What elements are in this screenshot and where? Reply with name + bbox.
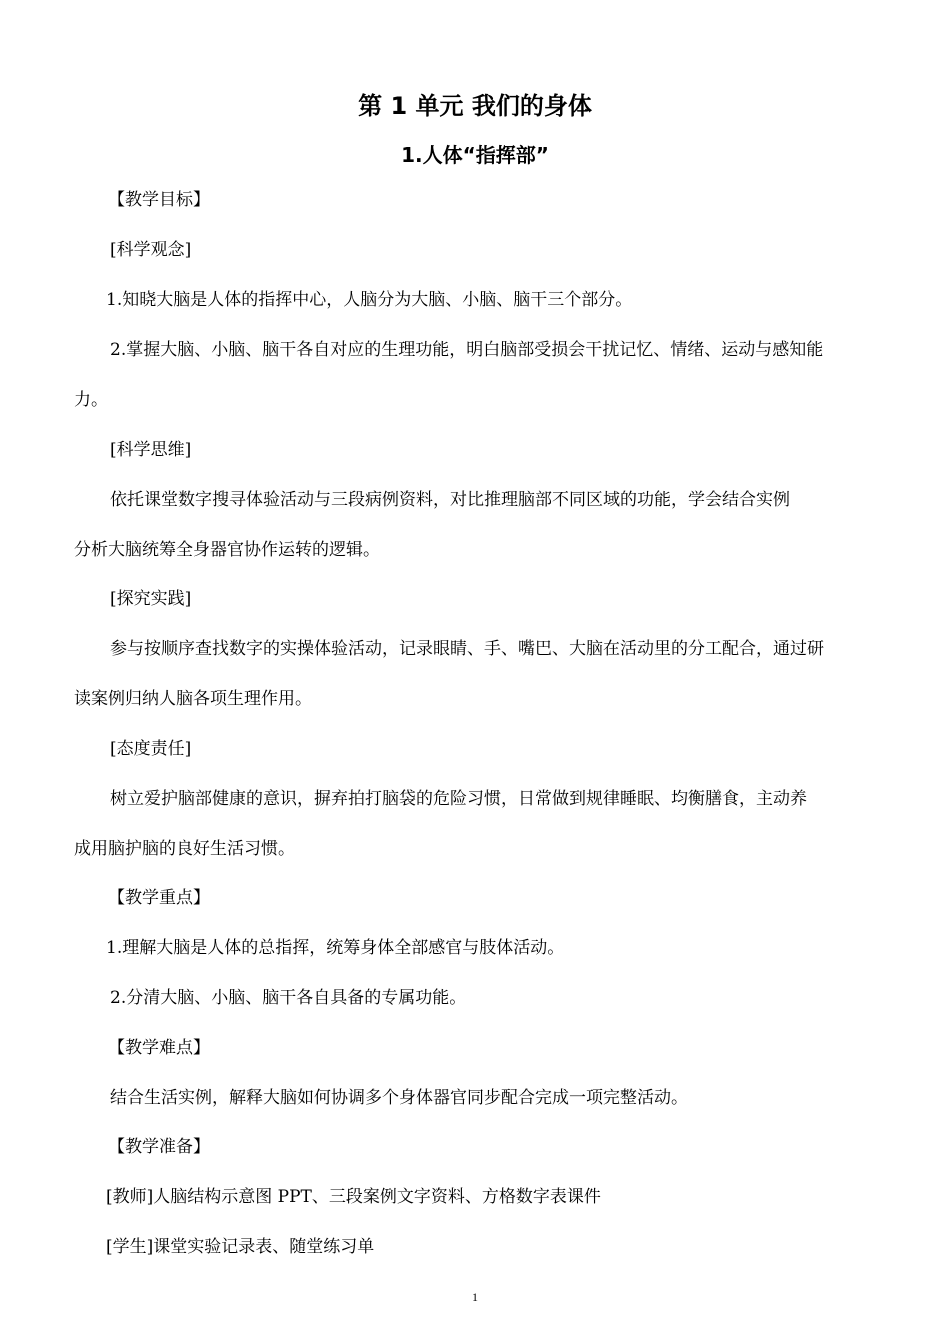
goals-heading: 【教学目标】 xyxy=(108,190,210,210)
practice-line-2: 读案例归纳人脑各项生理作用。 xyxy=(74,689,312,709)
key-heading: 【教学重点】 xyxy=(108,888,210,908)
thinking-heading: [科学思维] xyxy=(110,440,192,460)
attitude-line-2: 成用脑护脑的良好生活习惯。 xyxy=(74,839,295,859)
lesson-title: 1.人体“指挥部” xyxy=(401,143,549,167)
page-number: 1 xyxy=(472,1290,478,1304)
concept-item-2-line-1: 2.掌握大脑、小脑、脑干各自对应的生理功能，明白脑部受损会干扰记忆、情绪、运动与感知能 xyxy=(110,340,824,360)
prep-teacher: [教师]人脑结构示意图 PPT、三段案例文字资料、方格数字表课件 xyxy=(106,1187,601,1207)
thinking-line-2: 分析大脑统筹全身器官协作运转的逻辑。 xyxy=(74,540,380,560)
prep-heading: 【教学准备】 xyxy=(108,1137,210,1157)
concept-item-1: 1.知晓大脑是人体的指挥中心，人脑分为大脑、小脑、脑干三个部分。 xyxy=(106,290,633,310)
thinking-line-1: 依托课堂数字搜寻体验活动与三段病例资料，对比推理脑部不同区域的功能，学会结合实例 xyxy=(110,490,790,510)
practice-heading: [探究实践] xyxy=(110,589,192,609)
key-item-1: 1.理解大脑是人体的总指挥，统筹身体全部感官与肢体活动。 xyxy=(106,938,565,958)
concept-item-2-line-2: 力。 xyxy=(74,390,108,410)
concept-heading: [科学观念] xyxy=(110,240,192,260)
difficult-item-1: 结合生活实例，解释大脑如何协调多个身体器官同步配合完成一项完整活动。 xyxy=(110,1088,688,1108)
practice-line-1: 参与按顺序查找数字的实操体验活动，记录眼睛、手、嘴巴、大脑在活动里的分工配合，通过研 xyxy=(110,639,824,659)
unit-title: 第 1 单元 我们的身体 xyxy=(358,92,592,120)
attitude-line-1: 树立爱护脑部健康的意识，摒弃拍打脑袋的危险习惯，日常做到规律睡眠、均衡膳食，主动养 xyxy=(110,789,807,809)
prep-student: [学生]课堂实验记录表、随堂练习单 xyxy=(106,1237,375,1257)
key-item-2: 2.分清大脑、小脑、脑干各自具备的专属功能。 xyxy=(110,988,467,1008)
attitude-heading: [态度责任] xyxy=(110,739,192,759)
difficult-heading: 【教学难点】 xyxy=(108,1038,210,1058)
